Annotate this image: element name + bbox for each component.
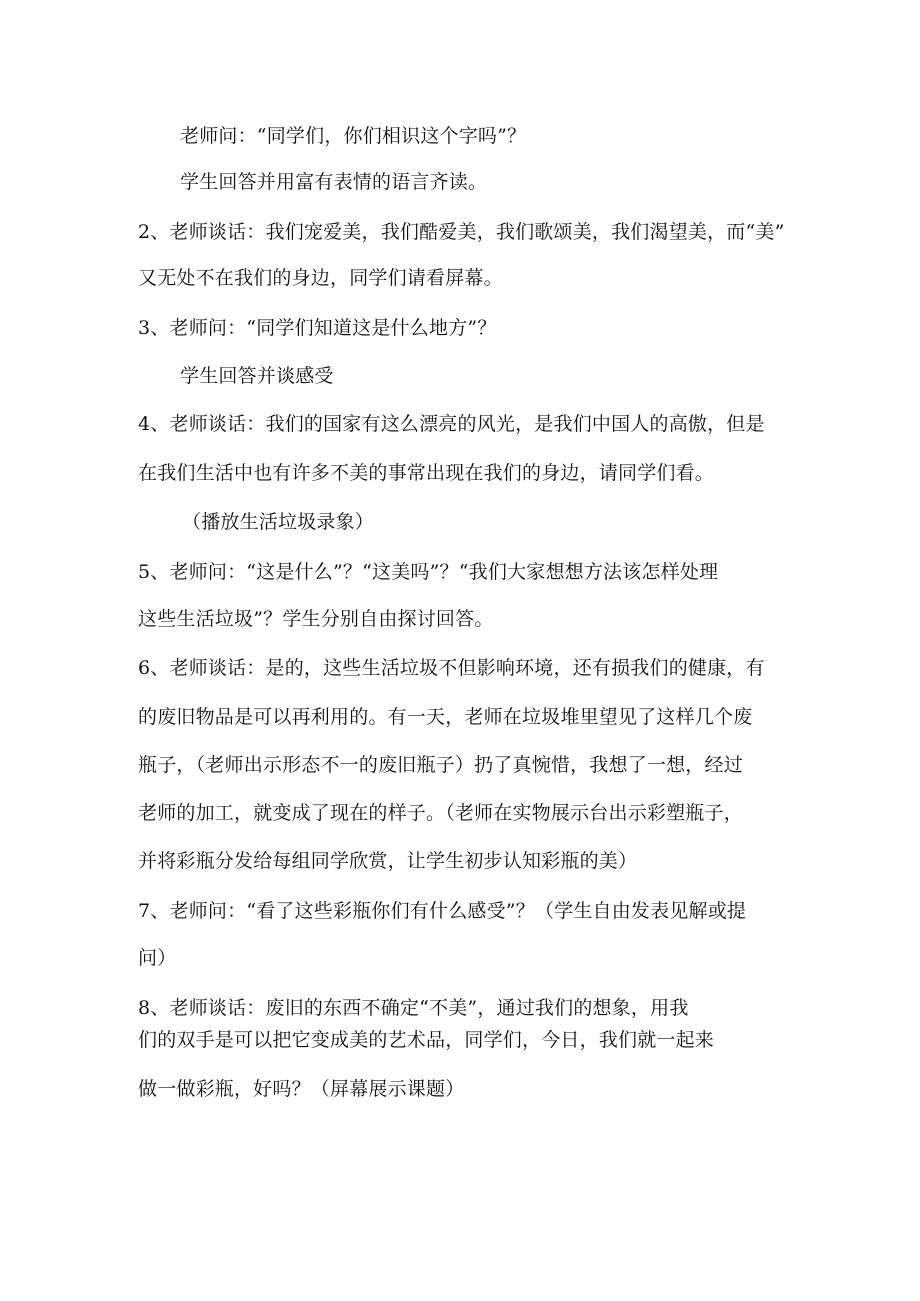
text-line: 学生回答并用富有表情的语言齐读。 (180, 171, 488, 193)
text-line: 的废旧物品是可以再利用的。有一天，老师在垃圾堆里望见了这样几个废 (138, 706, 753, 728)
text-line: 老师的加工，就变成了现在的样子。（老师在实物展示台出示彩塑瓶子， (138, 802, 743, 824)
text-line: 7、老师问：“看了这些彩瓶你们有什么感受”？（学生自由发表见解或提 (138, 900, 747, 922)
text-line: 做一做彩瓶，好吗？（屏幕展示课题） (138, 1078, 465, 1100)
text-line: 们的双手是可以把它变成美的艺术品，同学们，今日，我们就一起来 (138, 1029, 715, 1051)
text-line: 瓶子，（老师出示形态不一的废旧瓶子）扔了真惋惜，我想了一想，经过 (138, 754, 743, 776)
text-line: 又无处不在我们的身边，同学们请看屏幕。 (138, 267, 503, 289)
text-line: 8、老师谈话：废旧的东西不确定“不美”，通过我们的想象，用我 (138, 997, 689, 1019)
text-line: （播放生活垃圾录象） (182, 511, 375, 533)
text-line: 学生回答并谈感受 (180, 365, 334, 387)
text-line: 老师问：“同学们，你们相识这个字吗”？ (180, 125, 527, 147)
text-line: 问） (138, 947, 177, 969)
text-line: 6、老师谈话：是的，这些生活垃圾不但影响环境，还有损我们的健康，有 (138, 657, 765, 679)
text-line: 3、老师问：“同学们知道这是什么地方”？ (138, 317, 497, 339)
text-line: 2、老师谈话：我们宠爱美，我们酷爱美，我们歌颂美，我们渴望美，而“美” (138, 221, 785, 243)
text-line: 并将彩瓶分发给每组同学欣赏，让学生初步认知彩瓶的美） (138, 850, 638, 872)
text-line: 4、老师谈话：我们的国家有这么漂亮的风光，是我们中国人的高傲，但是 (138, 413, 765, 435)
text-line: 在我们生活中也有许多不美的事常出现在我们的身边，请同学们看。 (138, 462, 715, 484)
text-line: 这些生活垃圾”？学生分别自由探讨回答。 (138, 608, 494, 630)
text-line: 5、老师问：“这是什么”？“这美吗”？“我们大家想想方法该怎样处理 (138, 561, 719, 583)
